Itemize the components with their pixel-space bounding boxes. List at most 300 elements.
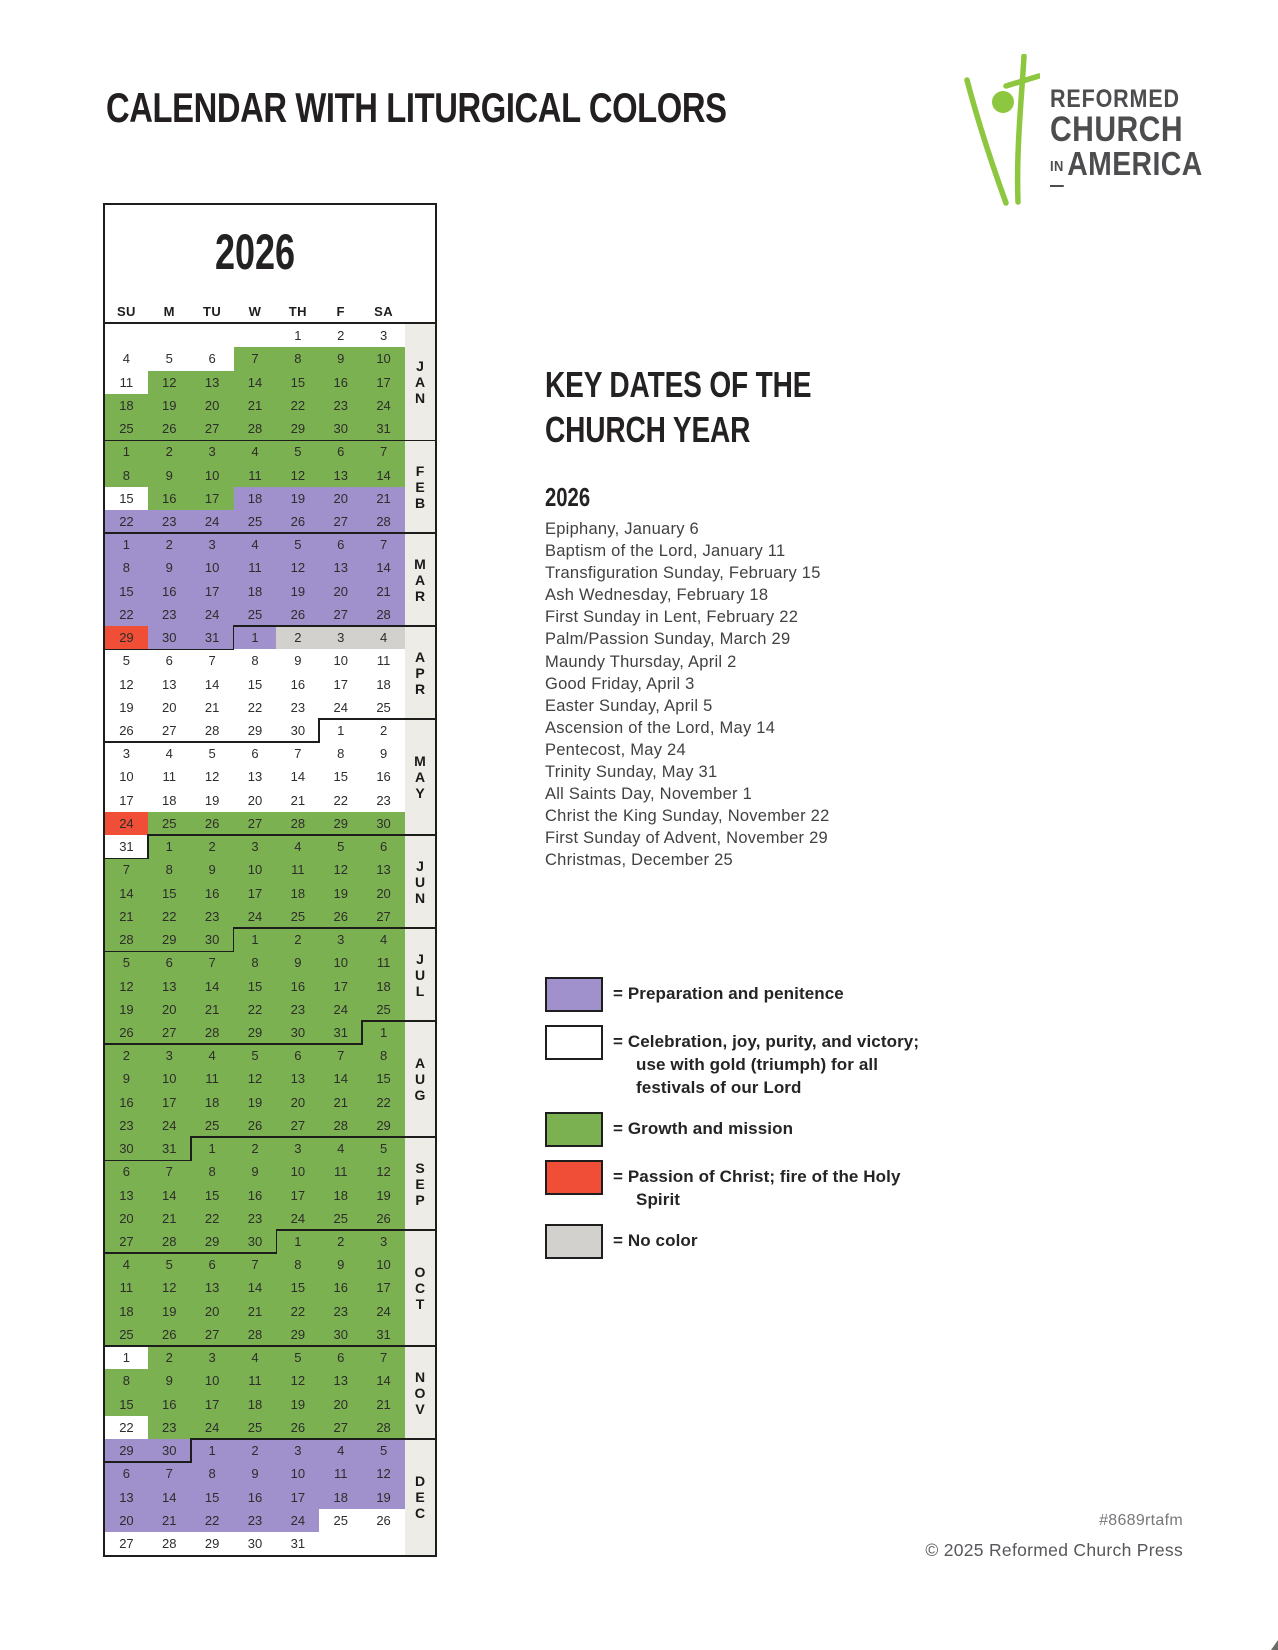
day-cell: 15 — [105, 580, 148, 603]
day-cell: 14 — [234, 371, 277, 394]
day-cell: 7 — [191, 951, 234, 974]
day-cell: 9 — [319, 347, 362, 370]
month-boundary-line — [105, 1461, 192, 1463]
day-cell: 23 — [105, 1114, 148, 1137]
footer-copyright: © 2025 Reformed Church Press — [925, 1540, 1183, 1560]
day-cell: 6 — [319, 533, 362, 556]
day-cell: 22 — [105, 510, 148, 533]
day-cell: 19 — [362, 1184, 405, 1207]
rca-logo — [960, 50, 1203, 210]
day-cell: 23 — [191, 905, 234, 928]
day-cell: 14 — [362, 464, 405, 487]
day-cell: 5 — [362, 1439, 405, 1462]
day-cell: 6 — [319, 440, 362, 463]
day-cell: 19 — [276, 487, 319, 510]
logo-line-church: CHURCH — [1050, 110, 1184, 149]
day-cell: 28 — [362, 603, 405, 626]
day-cell: 17 — [276, 1184, 319, 1207]
day-cell: 13 — [234, 765, 277, 788]
day-cell: 18 — [148, 789, 191, 812]
day-cell: 22 — [191, 1509, 234, 1532]
day-cell: 18 — [319, 1486, 362, 1509]
day-cell: 17 — [362, 1276, 405, 1299]
day-cell: 26 — [362, 1509, 405, 1532]
day-cell: 10 — [276, 1160, 319, 1183]
day-cell: 25 — [362, 696, 405, 719]
day-cell: 17 — [319, 975, 362, 998]
day-cell: 16 — [319, 371, 362, 394]
day-cell: 1 — [234, 928, 277, 951]
day-cell: 3 — [276, 1439, 319, 1462]
day-cell: 10 — [191, 464, 234, 487]
key-date-item: Pentecost, May 24 — [545, 740, 686, 759]
key-dates-year: 2026 — [545, 482, 591, 512]
key-date-item: Easter Sunday, April 5 — [545, 696, 713, 715]
month-label-jun — [405, 835, 435, 928]
day-cell: 12 — [148, 371, 191, 394]
month-label-letter: O — [414, 1264, 426, 1281]
month-boundary-line — [105, 1160, 192, 1162]
legend-item-white — [545, 1025, 945, 1099]
day-cell: 23 — [234, 1509, 277, 1532]
day-cell: 21 — [191, 696, 234, 719]
day-cell: 24 — [276, 1207, 319, 1230]
day-cell: 13 — [105, 1486, 148, 1509]
month-boundary-line — [276, 1229, 278, 1254]
day-cell: 4 — [234, 1346, 277, 1369]
day-cell: 17 — [191, 580, 234, 603]
month-label-jul — [405, 928, 435, 1021]
month-label-letter: C — [414, 1505, 426, 1522]
day-cell: 7 — [191, 649, 234, 672]
month-label-jan — [405, 324, 435, 440]
day-cell: 14 — [319, 1067, 362, 1090]
day-cell: 3 — [105, 742, 148, 765]
legend-label: = No color — [613, 1231, 698, 1250]
day-cell: 24 — [105, 812, 148, 835]
day-cell: 31 — [319, 1021, 362, 1044]
day-cell: 8 — [105, 556, 148, 579]
key-date-item: Maundy Thursday, April 2 — [545, 652, 737, 671]
month-label-letter: S — [415, 1159, 425, 1176]
day-cell: 31 — [105, 835, 148, 858]
day-cell: 28 — [362, 510, 405, 533]
day-cell: 12 — [276, 464, 319, 487]
day-cell: 19 — [276, 580, 319, 603]
day-cell: 10 — [276, 1462, 319, 1485]
day-cell: 1 — [105, 533, 148, 556]
day-cell: 14 — [105, 882, 148, 905]
legend-swatch-gray — [545, 1224, 603, 1259]
day-cell: 17 — [234, 882, 277, 905]
day-cell: 1 — [276, 324, 319, 347]
day-cell: 31 — [191, 626, 234, 649]
month-label-letter: V — [415, 1400, 425, 1417]
day-cell: 6 — [105, 1160, 148, 1183]
month-boundary-line — [276, 1229, 435, 1231]
day-cell: 21 — [319, 1091, 362, 1114]
month-label-letter: C — [414, 1280, 426, 1297]
month-label-letter: U — [414, 966, 426, 983]
logo-line-reformed: REFORMED — [1050, 85, 1180, 113]
day-cell: 20 — [105, 1207, 148, 1230]
day-cell: 16 — [234, 1486, 277, 1509]
day-cell: 25 — [191, 1114, 234, 1137]
month-label-letter: A — [414, 1055, 426, 1072]
day-cell: 8 — [191, 1160, 234, 1183]
weekday-m: M — [163, 304, 175, 319]
day-cell: 30 — [276, 719, 319, 742]
weekday-sa: SA — [374, 304, 393, 319]
day-cell: 24 — [234, 905, 277, 928]
day-cell: 26 — [234, 1114, 277, 1137]
day-cell: 29 — [319, 812, 362, 835]
day-cell: 19 — [234, 1091, 277, 1114]
day-cell: 3 — [319, 626, 362, 649]
month-label-letter: T — [415, 1296, 425, 1313]
day-cell: 7 — [234, 347, 277, 370]
day-cell: 11 — [105, 1276, 148, 1299]
day-cell: 11 — [276, 858, 319, 881]
month-boundary-line — [105, 440, 435, 442]
day-cell: 29 — [191, 1230, 234, 1253]
day-cell: 2 — [148, 440, 191, 463]
day-cell: 15 — [191, 1486, 234, 1509]
day-cell: 13 — [276, 1067, 319, 1090]
key-date-item: Ash Wednesday, February 18 — [545, 586, 769, 605]
logo-word-in: IN — [1050, 149, 1064, 187]
legend-label: = Preparation and penitence — [613, 984, 844, 1003]
day-cell: 18 — [234, 487, 277, 510]
day-cell: 8 — [234, 649, 277, 672]
day-cell: 23 — [148, 603, 191, 626]
day-cell: 9 — [148, 556, 191, 579]
month-label-sep — [405, 1137, 435, 1230]
key-dates-heading — [545, 362, 951, 452]
day-cell: 12 — [362, 1160, 405, 1183]
day-cell: 17 — [148, 1091, 191, 1114]
day-cell: 29 — [191, 1532, 234, 1555]
day-cell: 14 — [362, 556, 405, 579]
day-cell: 30 — [276, 1021, 319, 1044]
rca-logo-figure-icon — [960, 54, 1040, 206]
day-cell: 19 — [276, 1393, 319, 1416]
month-boundary-line — [148, 834, 435, 836]
day-cell: 22 — [319, 789, 362, 812]
day-cell: 11 — [362, 951, 405, 974]
day-cell: 3 — [276, 1137, 319, 1160]
day-cell: 2 — [234, 1439, 277, 1462]
day-cell: 27 — [319, 510, 362, 533]
day-cell: 1 — [362, 1021, 405, 1044]
day-cell: 25 — [319, 1509, 362, 1532]
day-cell: 4 — [105, 1253, 148, 1276]
day-cell: 23 — [276, 696, 319, 719]
day-cell: 2 — [362, 719, 405, 742]
day-cell: 28 — [191, 719, 234, 742]
weekday-tu: TU — [203, 304, 222, 319]
day-cell: 16 — [148, 580, 191, 603]
day-cell: 3 — [319, 928, 362, 951]
day-cell: 14 — [276, 765, 319, 788]
day-cell: 3 — [191, 533, 234, 556]
month-label-letter: B — [414, 494, 426, 511]
month-boundary-line — [190, 1136, 192, 1161]
day-cell: 4 — [148, 742, 191, 765]
rca-logo-text — [1050, 86, 1203, 191]
day-cell: 13 — [105, 1184, 148, 1207]
legend-swatch-purple — [545, 977, 603, 1012]
day-cell: 22 — [105, 1416, 148, 1439]
day-cell: 9 — [148, 1369, 191, 1392]
day-cell: 15 — [234, 673, 277, 696]
day-cell: 7 — [276, 742, 319, 765]
day-cell: 15 — [234, 975, 277, 998]
day-cell: 20 — [362, 882, 405, 905]
month-label-letter: G — [414, 1087, 426, 1104]
day-cell: 24 — [319, 998, 362, 1021]
day-cell: 31 — [362, 417, 405, 440]
month-boundary-line — [234, 927, 435, 929]
day-cell: 26 — [148, 1323, 191, 1346]
day-cell: 25 — [362, 998, 405, 1021]
day-cell: 21 — [234, 1300, 277, 1323]
day-cell: 21 — [105, 905, 148, 928]
key-date-item: Trinity Sunday, May 31 — [545, 763, 718, 782]
month-boundary-line — [105, 1252, 277, 1254]
day-cell: 23 — [319, 394, 362, 417]
month-label-letter: J — [416, 950, 424, 967]
key-date-item: Palm/Passion Sunday, March 29 — [545, 630, 791, 649]
day-cell: 19 — [105, 696, 148, 719]
day-cell: 6 — [362, 835, 405, 858]
day-cell: 7 — [362, 1346, 405, 1369]
day-cell: 6 — [148, 951, 191, 974]
day-cell: 10 — [191, 556, 234, 579]
day-cell: 29 — [276, 417, 319, 440]
month-label-letter: J — [416, 358, 424, 375]
month-label-dec — [405, 1439, 435, 1555]
day-cell: 2 — [105, 1044, 148, 1067]
day-cell: 4 — [105, 347, 148, 370]
day-cell: 10 — [191, 1369, 234, 1392]
day-cell: 6 — [276, 1044, 319, 1067]
day-cell: 13 — [148, 975, 191, 998]
month-label-feb — [405, 440, 435, 533]
logo-word-america: AMERICA — [1067, 145, 1203, 182]
day-cell: 23 — [362, 789, 405, 812]
day-cell: 25 — [148, 812, 191, 835]
day-cell: 21 — [148, 1509, 191, 1532]
day-cell: 11 — [234, 556, 277, 579]
day-cell: 19 — [191, 789, 234, 812]
day-cell: 6 — [105, 1462, 148, 1485]
month-boundary-line — [105, 951, 234, 953]
day-cell: 2 — [276, 626, 319, 649]
month-label-apr — [405, 626, 435, 719]
day-cell: 21 — [148, 1207, 191, 1230]
weekday-f: F — [336, 304, 345, 319]
month-label-letter: M — [414, 555, 426, 572]
day-cell: 29 — [234, 719, 277, 742]
month-boundary-line — [105, 1043, 363, 1045]
day-cell: 26 — [105, 719, 148, 742]
month-label-letter: D — [414, 1473, 426, 1490]
day-cell: 22 — [191, 1207, 234, 1230]
day-cell: 28 — [148, 1230, 191, 1253]
month-label-may — [405, 719, 435, 835]
day-cell: 7 — [362, 440, 405, 463]
month-label-letter: Y — [415, 785, 425, 802]
day-cell: 5 — [148, 1253, 191, 1276]
day-cell: 21 — [362, 1393, 405, 1416]
day-cell: 27 — [105, 1230, 148, 1253]
day-cell: 24 — [148, 1114, 191, 1137]
day-cell: 8 — [276, 347, 319, 370]
day-cell: 24 — [362, 1300, 405, 1323]
month-label-mar — [405, 533, 435, 626]
legend — [545, 977, 945, 1272]
month-boundary-line — [147, 834, 149, 859]
day-cell: 25 — [105, 417, 148, 440]
day-cell: 21 — [191, 998, 234, 1021]
day-cell: 17 — [362, 371, 405, 394]
day-cell: 22 — [362, 1091, 405, 1114]
day-cell: 31 — [362, 1323, 405, 1346]
day-cell: 27 — [148, 1021, 191, 1044]
day-cell: 30 — [319, 1323, 362, 1346]
day-cell: 1 — [191, 1137, 234, 1160]
day-cell: 4 — [362, 928, 405, 951]
legend-item-red — [545, 1160, 945, 1211]
day-cell: 18 — [234, 1393, 277, 1416]
day-cell: 3 — [362, 324, 405, 347]
weekday-su: SU — [116, 304, 136, 319]
day-cell: 2 — [319, 1230, 362, 1253]
day-cell: 9 — [105, 1067, 148, 1090]
month-label-letter: A — [414, 769, 426, 786]
day-cell: 7 — [148, 1160, 191, 1183]
day-cell: 18 — [105, 1300, 148, 1323]
month-label-aug — [405, 1021, 435, 1137]
day-cell: 5 — [234, 1044, 277, 1067]
day-cell: 12 — [234, 1067, 277, 1090]
day-cell: 3 — [191, 1346, 234, 1369]
month-label-letter: M — [414, 753, 426, 770]
day-cell: 25 — [234, 1416, 277, 1439]
day-cell: 1 — [105, 440, 148, 463]
day-cell: 15 — [276, 1276, 319, 1299]
day-cell: 22 — [276, 394, 319, 417]
day-cell: 27 — [362, 905, 405, 928]
day-cell: 14 — [148, 1184, 191, 1207]
day-cell: 27 — [319, 1416, 362, 1439]
day-cell: 2 — [191, 835, 234, 858]
day-cell: 21 — [362, 580, 405, 603]
month-boundary-line — [234, 625, 435, 627]
month-label-nov — [405, 1346, 435, 1439]
day-cell: 1 — [319, 719, 362, 742]
day-cell: 28 — [362, 1416, 405, 1439]
month-boundary-line — [191, 1136, 435, 1138]
legend-label: = Growth and mission — [613, 1119, 794, 1138]
day-cell: 30 — [362, 812, 405, 835]
day-cell: 28 — [105, 928, 148, 951]
day-cell: 8 — [148, 858, 191, 881]
day-cell: 11 — [148, 765, 191, 788]
calendar-year: 2026 — [214, 224, 296, 280]
day-cell: 12 — [191, 765, 234, 788]
day-cell: 30 — [191, 928, 234, 951]
day-cell: 16 — [191, 882, 234, 905]
day-cell: 20 — [319, 580, 362, 603]
day-cell: 30 — [148, 626, 191, 649]
month-boundary-line — [318, 718, 320, 743]
day-cell: 27 — [191, 417, 234, 440]
day-cell: 4 — [234, 533, 277, 556]
day-cell: 3 — [234, 835, 277, 858]
day-cell: 24 — [319, 696, 362, 719]
day-cell: 27 — [234, 812, 277, 835]
day-cell: 28 — [191, 1021, 234, 1044]
day-cell: 29 — [148, 928, 191, 951]
legend-label: = Celebration, joy, purity, and victory; use with gold (triumph) for all festivals of our Lord — [613, 1032, 920, 1097]
legend-item-green — [545, 1112, 945, 1147]
day-cell: 27 — [148, 719, 191, 742]
day-cell: 16 — [148, 487, 191, 510]
day-cell: 25 — [276, 905, 319, 928]
day-cell: 16 — [319, 1276, 362, 1299]
day-cell: 15 — [148, 882, 191, 905]
day-cell: 11 — [191, 1067, 234, 1090]
day-cell: 2 — [276, 928, 319, 951]
day-cell: 9 — [276, 951, 319, 974]
day-cell: 17 — [319, 673, 362, 696]
day-cell: 15 — [105, 1393, 148, 1416]
day-cell: 12 — [105, 975, 148, 998]
day-cell: 27 — [191, 1323, 234, 1346]
day-cell: 8 — [191, 1462, 234, 1485]
day-cell: 5 — [191, 742, 234, 765]
month-boundary-line — [105, 858, 149, 860]
day-cell: 23 — [276, 998, 319, 1021]
day-cell: 24 — [276, 1509, 319, 1532]
month-boundary-line — [319, 718, 435, 720]
key-date-item: Christ the King Sunday, November 22 — [545, 807, 830, 826]
month-label-letter: F — [415, 462, 425, 479]
day-cell: 20 — [276, 1091, 319, 1114]
day-cell: 14 — [148, 1486, 191, 1509]
month-label-letter: E — [415, 478, 425, 495]
day-cell: 10 — [234, 858, 277, 881]
day-cell: 12 — [105, 673, 148, 696]
day-cell: 8 — [362, 1044, 405, 1067]
day-cell: 1 — [234, 626, 277, 649]
day-cell: 16 — [105, 1091, 148, 1114]
day-cell: 29 — [362, 1114, 405, 1137]
day-cell: 25 — [234, 510, 277, 533]
key-date-item: First Sunday of Advent, November 29 — [545, 829, 828, 848]
day-cell: 22 — [276, 1300, 319, 1323]
day-cell: 5 — [276, 440, 319, 463]
day-cell: 3 — [148, 1044, 191, 1067]
month-label-letter: J — [416, 857, 424, 874]
month-label-letter: A — [414, 571, 426, 588]
calendar — [103, 203, 437, 1557]
key-date-item: Ascension of the Lord, May 14 — [545, 718, 776, 737]
day-cell: 28 — [319, 1114, 362, 1137]
day-cell: 22 — [234, 998, 277, 1021]
